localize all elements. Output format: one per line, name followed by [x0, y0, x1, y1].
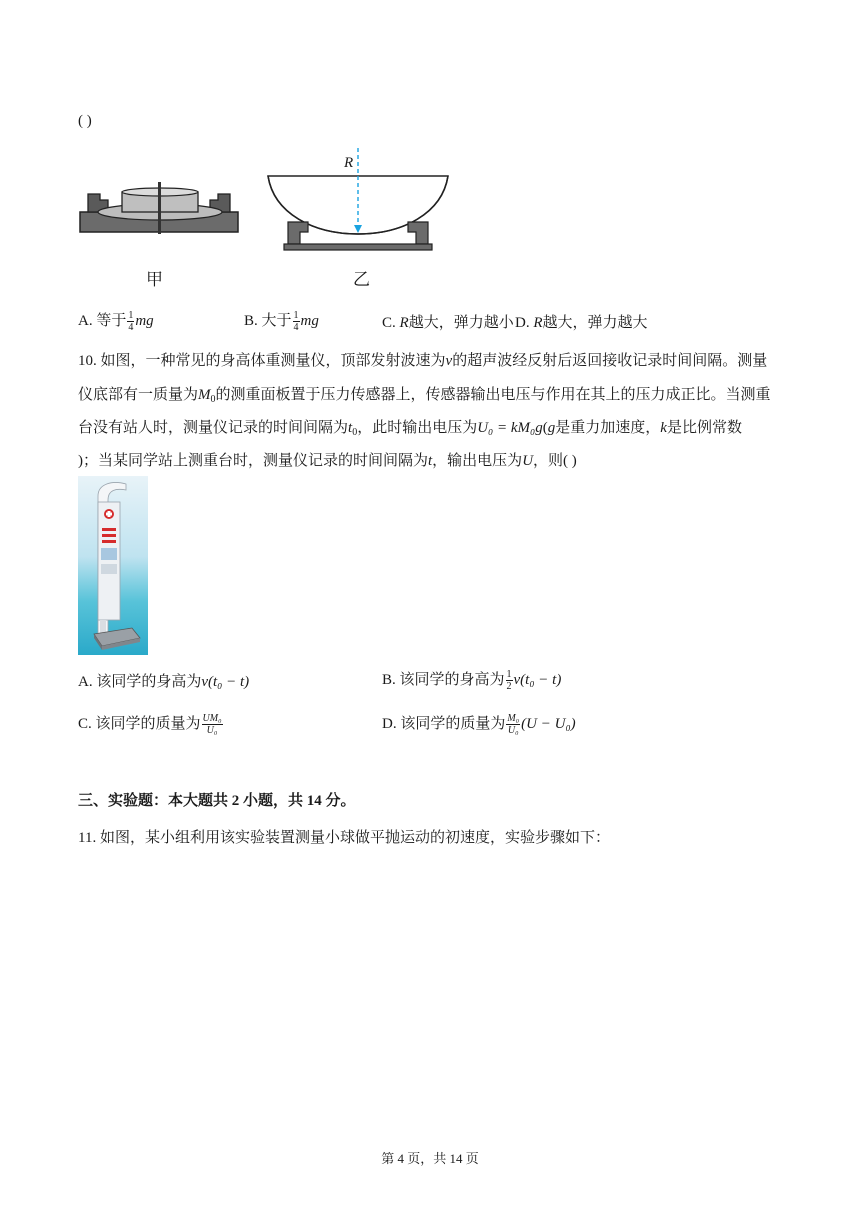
q10-option-b[interactable]: B. 该同学的身高为 $\frac{1}{2}$ v(t₀ − t) [382, 669, 562, 693]
q9-option-d[interactable]: D. R越大，弹力越大 [515, 315, 648, 331]
q10-stem-line-3: 台没有站人时，测量仪记录的时间间隔为$t_0$，此时输出电压为U₀ = kM₀g(g是重力加速度，k是比例常数 [78, 420, 742, 438]
figure-yi [262, 146, 454, 254]
q10-stem-line-1: 10. 如图，一种常见的身高体重测量仪，顶部发射波速为v的超声波经反射后返回接收记录时间间隔。测量 [78, 353, 768, 369]
q10-option-c[interactable]: C. 该同学的质量为 $\frac{\text{UM₀}}{\text{U₀}}$ [78, 713, 222, 737]
q9-option-a[interactable]: A. 等于 $\frac{1}{4}$ mg [78, 310, 154, 334]
q10-stem-line-4: )；当某同学站上测重台时，测量仪记录的时间间隔为t，输出电压为U，则( ) [78, 453, 577, 469]
q11-stem: 11. 如图，某小组利用该实验装置测量小球做平抛运动的初速度，实验步骤如下： [78, 830, 610, 846]
q9-option-b[interactable]: B. 大于 $\frac{1}{4}$ mg [244, 310, 319, 334]
figure-jia [78, 178, 240, 236]
figure-yi-radius-label: R [344, 155, 354, 171]
q9-option-c[interactable]: C. R越大，弹力越小 [382, 315, 514, 331]
q10-option-d[interactable]: D. 该同学的质量为 $\frac{\text{M₀}}{\text{U₀}}$ (U − U₀) [382, 713, 576, 737]
q9-answer-paren: ( ) [78, 113, 92, 129]
q10-stem-line-2: 仪底部有一质量为$M_0$的测重面板置于压力传感器上，传感器输出电压与作用在其上的压力成正比。当测重 [78, 387, 771, 405]
section-heading: 三、实验题：本大题共 2 小题，共 14 分。 [78, 793, 356, 809]
figure-yi-label: 乙 [353, 270, 370, 289]
q10-option-a[interactable]: A. 该同学的身高为v(t₀ − t) [78, 674, 250, 690]
page-number: 第 4 页，共 14 页 [381, 1151, 479, 1166]
figure-jia-label: 甲 [146, 270, 163, 289]
height-weight-meter-image [78, 476, 148, 655]
